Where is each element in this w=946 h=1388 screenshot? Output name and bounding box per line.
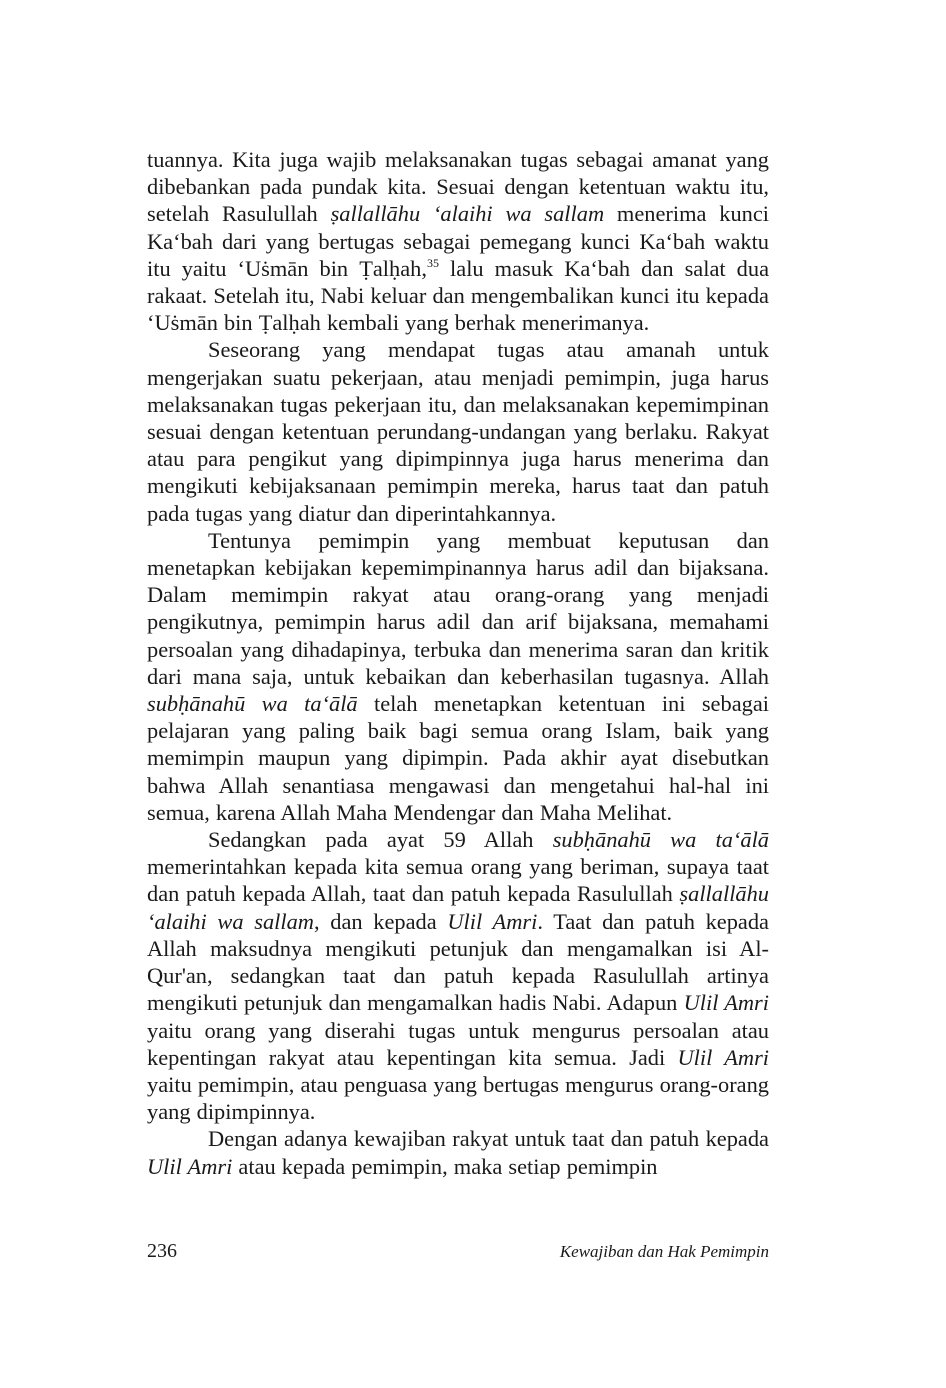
paragraph — [147, 336, 769, 526]
text-run: yaitu orang yang diserahi tugas untuk mengurus persoalan atau kepentingan rakyat atau kepentingan kita semua. Jadi — [147, 1017, 769, 1070]
text-run: Dengan adanya kewajiban rakyat untuk taat dan patuh kepada — [208, 1126, 769, 1152]
text-run: yaitu pemimpin, atau penguasa yang bertugas mengurus orang-orang yang dipimpinnya. — [147, 1071, 769, 1125]
text-run: memerintahkan kepada kita semua orang yang beriman, supaya taat dan patuh kepada Allah, taat dan patuh kepada Rasulullah — [147, 854, 769, 907]
italic-term: ṣallallāhu ‘alaihi wa sallam — [330, 201, 605, 227]
paragraph — [147, 1125, 769, 1179]
text-run: lalu masuk Ka‘bah dan salat dua rakaat. Setelah itu, Nabi keluar dan mengembalikan kunci itu kepada ‘Uṡmān bin Ṭalḥah kembali yang berhak menerimanya. — [147, 255, 770, 336]
italic-term: ṣallallāhu ‘alaihi wa sallam — [147, 881, 769, 934]
text-run: . Taat dan patuh kepada Allah maksudnya mengikuti petunjuk dan mengamalkan isi Al-Qur'an, sedangkan taat dan patuh kepada Rasulullah artinya mengikuti petunjuk dan mengamalkan hadis Nabi. Adapun — [147, 908, 769, 1016]
italic-term: subḥānahū wa ta‘ālā — [147, 691, 358, 717]
paragraph — [147, 527, 769, 826]
italic-term: Ulil Amri — [677, 1044, 770, 1070]
page-body — [147, 146, 769, 1180]
text-run: atau kepada pemimpin, maka setiap pemimpin — [232, 1153, 658, 1179]
text-run: Tentunya pemimpin yang membuat keputusan dan menetapkan kebijakan kepemimpinannya harus adil dan bijaksana. Dalam memimpin rakyat atau orang-orang yang menjadi pengikutnya, pemimpin harus adil dan arif bijaksana, memahami persoalan yang dihadapinya, terbuka dan menerima saran dan kritik dari mana saja, untuk kebaikan dan keberhasilan tugasnya. Allah — [147, 527, 769, 689]
text-run: Seseorang yang mendapat tugas atau amanah untuk mengerjakan suatu pekerjaan, atau menjadi pemimpin, juga harus melaksanakan tugas pekerjaan itu, dan melaksanakan kepemimpinan sesuai dengan ketentuan perundang-undangan yang berlaku. Rakyat atau para pengikut yang dipimpinnya juga harus menerima dan mengikuti kebijaksanaan pemimpin mereka, harus taat dan patuh pada tugas yang diatur dan diperintahkannya. — [147, 337, 769, 526]
italic-term: Ulil Amri — [683, 990, 769, 1016]
paragraph — [147, 826, 769, 1125]
footnote-marker: 35 — [426, 255, 439, 270]
paragraph — [147, 146, 769, 336]
text-run: Sedangkan pada ayat 59 Allah — [208, 827, 553, 853]
text-run: tuannya. Kita juga wajib melaksanakan tugas sebagai amanat yang dibebankan pada pundak kita. Sesuai dengan ketentuan waktu itu, setelah Rasulullah — [147, 147, 769, 227]
text-run: menerima kunci Ka‘bah dari yang bertugas sebagai pemegang kunci Ka‘bah waktu itu yaitu ‘Uṡmān bin Ṭalḥah, — [147, 201, 769, 281]
italic-term: Ulil Amri — [147, 1153, 233, 1179]
italic-term: subḥānahū wa ta‘ālā — [552, 827, 769, 853]
page-footer — [147, 1240, 769, 1263]
text-run: , dan kepada — [313, 908, 448, 934]
running-title: Kewajiban dan Hak Pemimpin — [559, 1242, 769, 1261]
page-number: 236 — [147, 1240, 177, 1262]
text-run: telah menetapkan ketentuan ini sebagai pelajaran yang paling baik bagi semua orang Islam, baik yang memimpin maupun yang dipimpin. Pada akhir ayat disebutkan bahwa Allah senantiasa mengawasi dan mengetahui hal-hal ini semua, karena Allah Maha Mendengar dan Maha Melihat. — [147, 691, 769, 825]
italic-term: Ulil Amri — [447, 908, 538, 934]
